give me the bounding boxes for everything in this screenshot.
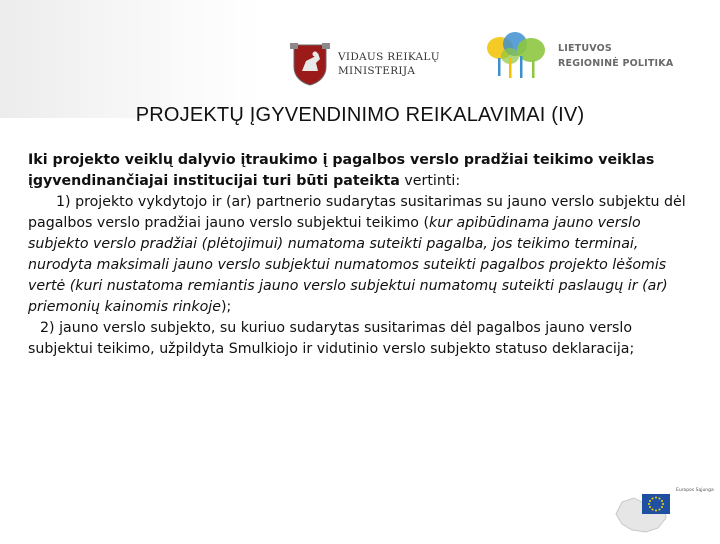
intro-paragraph bbox=[28, 150, 700, 192]
footer-small-text: Europos Sąjunga bbox=[676, 488, 714, 493]
footer-logo bbox=[612, 484, 720, 540]
ministry-logo bbox=[288, 40, 440, 88]
regional-policy-trees-icon bbox=[482, 28, 552, 84]
list-item-1 bbox=[28, 192, 700, 318]
regional-logo-line1: LIETUVOS bbox=[558, 43, 612, 54]
item1-text-a: 1) projekto vykdytojo ir (ar) partnerio sudarytas susitarimas su jauno verslo subjektu dėl pagalbos verslo pradžiai jauno verslo subjektui teikimo ( bbox=[28, 194, 686, 231]
regional-policy-logo bbox=[482, 28, 673, 84]
list-item-2: 2) jauno verslo subjekto, su kuriuo sudarytas susitarimas dėl pagalbos jauno verslo subjektui teikimo, užpildyta Smulkiojo ir vidutinio verslo subjekto statuso deklaracija; bbox=[28, 320, 635, 357]
item1-text-c: ); bbox=[220, 299, 232, 315]
intro-bold-text: Iki projekto veiklų dalyvio įtraukimo į pagalbos verslo pradžiai teikimo veiklas įgyvendinančiajai institucijai turi būti pateikta bbox=[28, 152, 655, 189]
regional-logo-line2: REGIONINĖ POLITIKA bbox=[558, 58, 674, 69]
coat-of-arms-icon bbox=[288, 41, 332, 87]
ministry-logo-line1: VIDAUS REIKALŲ bbox=[338, 51, 440, 63]
item1-text-italic: kur apibūdinama jauno verslo subjekto verslo pradžiai (plėtojimui) numatoma suteikti pagalba, jos teikimo terminai, nurodyta maksimali jauno verslo subjektui numatomos suteikti pagalbos projekto lėšomis vertė (kuri nustatoma remiantis jauno verslo subjektui numatomų suteikti paslaugų ir (ar) priemonių kainomis rinkoje bbox=[28, 215, 668, 315]
content-body bbox=[28, 150, 700, 360]
ministry-logo-line2: MINISTERIJA bbox=[338, 65, 416, 77]
page-title: PROJEKTŲ ĮGYVENDINIMO REIKALAVIMAI (IV) bbox=[135, 104, 585, 126]
header-banner bbox=[0, 0, 720, 118]
intro-rest-text: vertinti: bbox=[399, 173, 461, 189]
